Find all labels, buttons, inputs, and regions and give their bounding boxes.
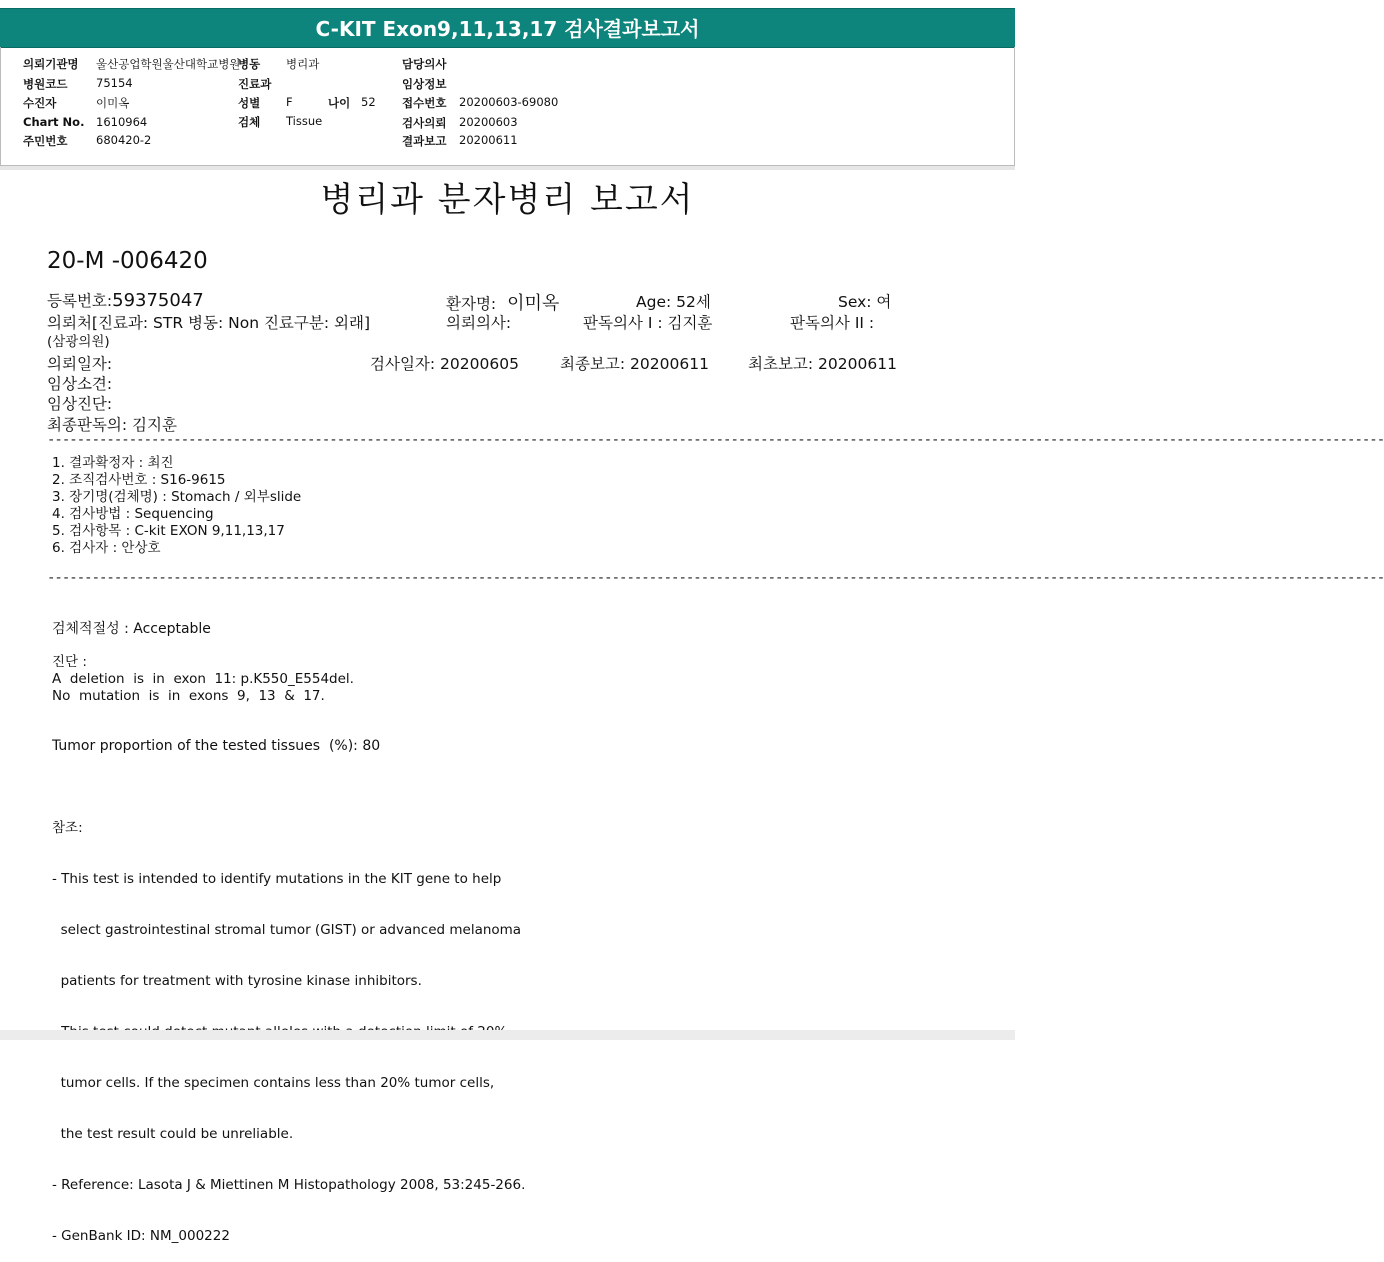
clinical-info-label: 임상정보 bbox=[402, 77, 447, 91]
reader-1: 판독의사 I : 김지훈 bbox=[583, 314, 713, 332]
institution-label: 의뢰기관명 bbox=[23, 57, 79, 71]
age-text: Age: 52세 bbox=[636, 293, 711, 311]
rrn-label: 주민번호 bbox=[23, 134, 68, 148]
list-item: 2. 조직검사번호 : S16-9615 bbox=[52, 472, 226, 488]
sex-label: 성별 bbox=[238, 96, 261, 110]
specimen-adequacy: 검체적절성 : Acceptable bbox=[52, 621, 211, 637]
hospital-code-value: 75154 bbox=[96, 76, 133, 90]
result-value: 20200611 bbox=[459, 133, 518, 147]
chart-label: Chart No. bbox=[23, 115, 85, 129]
age-label: 나이 bbox=[328, 96, 351, 110]
section-divider bbox=[0, 166, 1015, 170]
notes-label: 참조: bbox=[52, 820, 83, 836]
referral-text: 의뢰처[진료과: STR 병동: Non 진료구분: 외래] bbox=[47, 314, 370, 332]
list-item: 4. 검사방법 : Sequencing bbox=[52, 506, 214, 522]
sex-text: Sex: 여 bbox=[838, 293, 892, 311]
sex-value: F bbox=[286, 95, 293, 109]
patient-info-panel bbox=[0, 47, 1015, 166]
note-line: select gastrointestinal stromal tumor (GIST) or advanced melanoma bbox=[52, 922, 522, 938]
doctor-label: 담당의사 bbox=[402, 57, 447, 71]
specimen-label: 검체 bbox=[238, 115, 261, 129]
final-reader: 최종판독의: 김지훈 bbox=[47, 416, 177, 434]
examinee-value: 이미옥 bbox=[96, 96, 130, 110]
ward-label: 병동 bbox=[238, 57, 261, 71]
notes-section bbox=[52, 786, 525, 1262]
patient-value: 이미옥 bbox=[507, 293, 560, 314]
note-line: - This test is intended to identify mutations in the KIT gene to help bbox=[52, 871, 502, 887]
referral-clinic: (삼광의원) bbox=[47, 334, 110, 350]
result-label: 결과보고 bbox=[402, 134, 447, 148]
report-header-title: C-KIT Exon9,11,13,17 검사결과보고서 bbox=[0, 8, 1015, 48]
final-report-date: 최종보고: 20200611 bbox=[560, 355, 709, 373]
request-label: 검사의뢰 bbox=[402, 116, 447, 130]
registration-value: 59375047 bbox=[112, 290, 204, 311]
first-report-date: 최초보고: 20200611 bbox=[748, 355, 897, 373]
list-item: 3. 장기명(검체명) : Stomach / 외부slide bbox=[52, 489, 302, 505]
result-items-list bbox=[52, 455, 301, 557]
list-item: 1. 결과확정자 : 최진 bbox=[52, 455, 174, 471]
dashed-separator-1: ------------------------------------------------------------------------------------------------------------------------------------------------------------------------------------ bbox=[47, 432, 1384, 448]
diagnosis-section bbox=[52, 654, 354, 705]
exam-date: 검사일자: 20200605 bbox=[370, 355, 519, 373]
registration-label: 등록번호: bbox=[47, 292, 113, 310]
department-label: 진료과 bbox=[238, 77, 272, 91]
note-line: the test result could be unreliable. bbox=[52, 1126, 294, 1142]
hospital-code-label: 병원코드 bbox=[23, 77, 68, 91]
ward-value: 병리과 bbox=[286, 57, 320, 71]
registration-row bbox=[47, 289, 204, 311]
note-line: patients for treatment with tyrosine kinase inhibitors. bbox=[52, 973, 422, 989]
chart-value: 1610964 bbox=[96, 115, 148, 129]
report-title: 병리과 분자병리 보고서 bbox=[320, 180, 695, 220]
receipt-value: 20200603-69080 bbox=[459, 95, 559, 109]
reader-2: 판독의사 II : bbox=[790, 314, 875, 332]
age-value: 52 bbox=[361, 95, 376, 109]
report-code: 20-M -006420 bbox=[47, 248, 208, 274]
diagnosis-label: 진단 : bbox=[52, 654, 87, 670]
list-item: 5. 검사항목 : C-kit EXON 9,11,13,17 bbox=[52, 523, 285, 539]
note-line: tumor cells. If the specimen contains less than 20% tumor cells, bbox=[52, 1075, 495, 1091]
request-date: 의뢰일자: bbox=[47, 355, 113, 373]
footer-strip bbox=[0, 1030, 1015, 1040]
diagnosis-line: A deletion is in exon 11: p.K550_E554del. bbox=[52, 671, 354, 687]
diagnosis-line: No mutation is in exons 9, 13 & 17. bbox=[52, 688, 325, 704]
tumor-proportion: Tumor proportion of the tested tissues (%): 80 bbox=[52, 738, 381, 754]
institution-value: 울산공업학원울산대학교병원 bbox=[96, 57, 241, 71]
examinee-label: 수진자 bbox=[23, 96, 57, 110]
specimen-value: Tissue bbox=[286, 114, 323, 128]
top-strip bbox=[0, 0, 1015, 8]
clinical-findings: 임상소견: bbox=[47, 375, 113, 393]
list-item: 6. 검사자 : 안상호 bbox=[52, 540, 161, 556]
rrn-value: 680420-2 bbox=[96, 133, 152, 147]
clinical-diagnosis: 임상진단: bbox=[47, 395, 113, 413]
patient-label: 환자명: bbox=[446, 295, 497, 313]
request-value: 20200603 bbox=[459, 115, 518, 129]
receipt-label: 접수번호 bbox=[402, 96, 447, 110]
note-line: - Reference: Lasota J & Miettinen M Histopathology 2008, 53:245-266. bbox=[52, 1177, 526, 1193]
referring-doctor: 의뢰의사: bbox=[446, 314, 512, 332]
note-line: - GenBank ID: NM_000222 bbox=[52, 1228, 230, 1244]
dashed-separator-2: ------------------------------------------------------------------------------------------------------------------------------------------------------------------------------------ bbox=[47, 570, 1384, 586]
